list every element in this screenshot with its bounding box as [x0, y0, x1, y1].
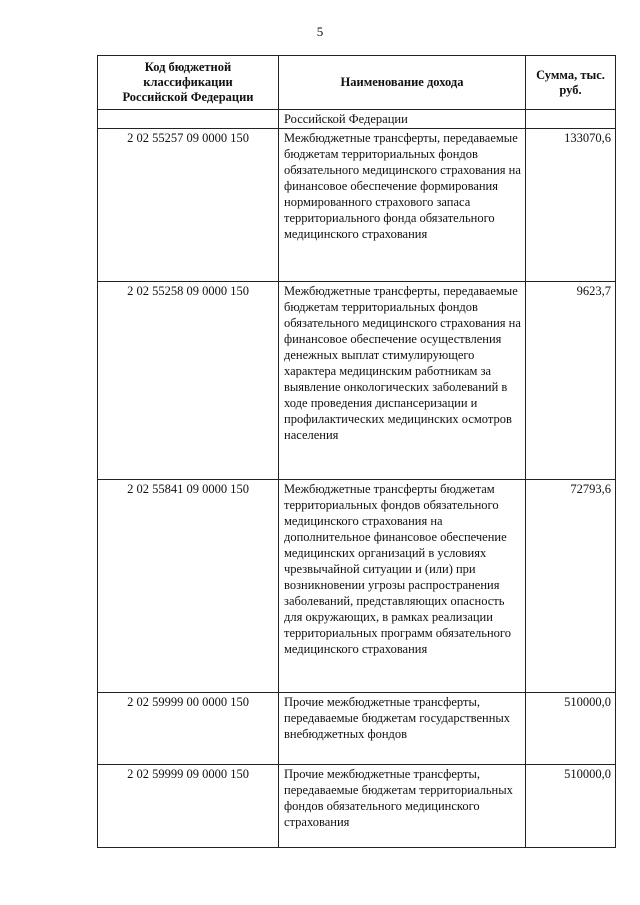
header-code: Код бюджетной классификации Российской Федерации	[98, 56, 279, 110]
continuation-row	[98, 110, 616, 129]
row-name: Межбюджетные трансферты, передаваемые бюджетам территориальных фондов обязательного медицинского страхования на финансовое обеспечение осуществления денежных выплат стимулирующего характера медицинским работникам за выявление онкологических заболеваний в ходе проведения диспансеризации и профилактических медицинских осмотров населения	[279, 282, 526, 480]
table-row	[98, 480, 616, 693]
budget-revenue-table	[97, 55, 616, 848]
table-row	[98, 693, 616, 765]
row-name: Прочие межбюджетные трансферты, передаваемые бюджетам территориальных фондов обязательного медицинского страхования	[279, 765, 526, 848]
row-sum: 510000,0	[526, 765, 616, 848]
continuation-sum-cell	[526, 110, 616, 129]
continuation-name: Российской Федерации	[279, 110, 526, 129]
row-sum: 510000,0	[526, 693, 616, 765]
table-row	[98, 129, 616, 282]
header-name: Наименование дохода	[279, 56, 526, 110]
continuation-code-cell	[98, 110, 279, 129]
table-row	[98, 282, 616, 480]
row-name: Межбюджетные трансферты бюджетам территориальных фондов обязательного медицинского страхования на дополнительное финансовое обеспечение медицинских организаций в условиях чрезвычайной ситуации и (или) при возникновении угрозы распространения заболеваний, представляющих опасность для окружающих, в рамках реализации территориальных программ обязательного медицинского страхования	[279, 480, 526, 693]
row-code: 2 02 59999 00 0000 150	[98, 693, 279, 765]
row-name: Прочие межбюджетные трансферты, передаваемые бюджетам государственных внебюджетных фондов	[279, 693, 526, 765]
table-row	[98, 765, 616, 848]
row-code: 2 02 59999 09 0000 150	[98, 765, 279, 848]
row-code: 2 02 55841 09 0000 150	[98, 480, 279, 693]
row-sum: 133070,6	[526, 129, 616, 282]
row-sum: 72793,6	[526, 480, 616, 693]
row-sum: 9623,7	[526, 282, 616, 480]
page-number: 5	[316, 24, 324, 39]
row-code: 2 02 55258 09 0000 150	[98, 282, 279, 480]
row-name: Межбюджетные трансферты, передаваемые бюджетам территориальных фондов обязательного медицинского страхования на финансовое обеспечение формирования нормированного страхового запаса территориального фонда обязательного медицинского страхования	[279, 129, 526, 282]
header-sum: Сумма, тыс. руб.	[526, 56, 616, 110]
row-code: 2 02 55257 09 0000 150	[98, 129, 279, 282]
table-header-row	[98, 56, 616, 110]
